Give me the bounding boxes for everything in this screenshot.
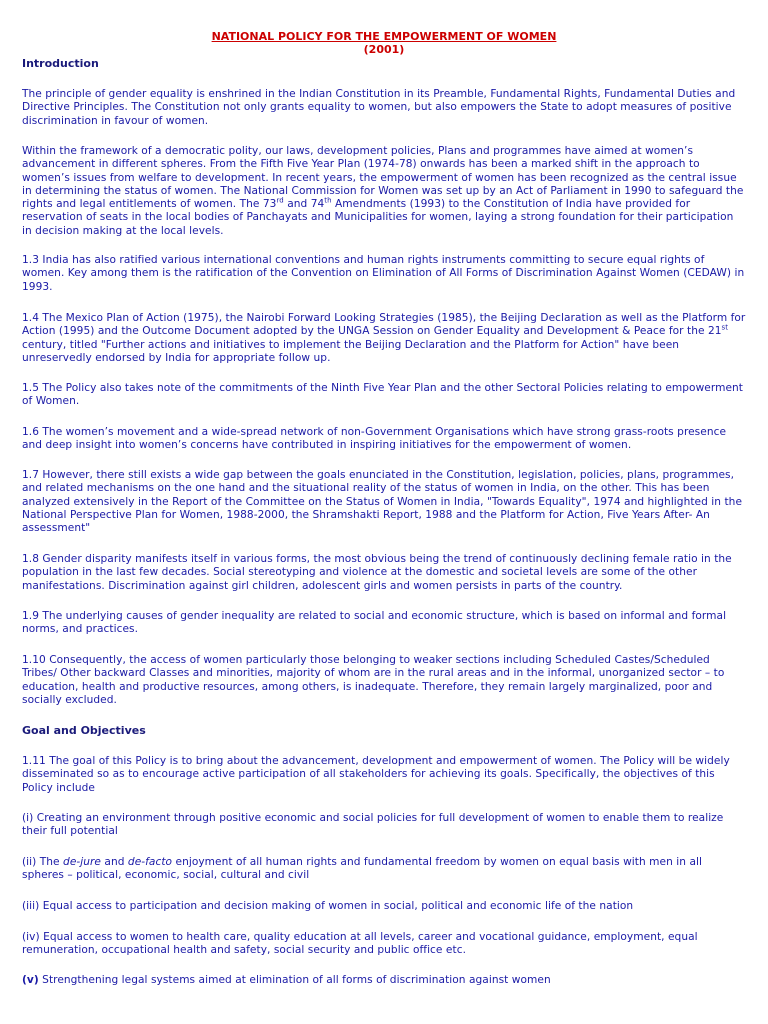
paragraph-text: 1.7 However, there still exists a wide gap between the goals enunciated in the Constitution, legislation, policies, plans, programmes, and related mechanisms on the one hand and the situational reality of the status of women in India, on the other. This has been analyzed extensively in the Report of the Committee on the Status of Women in India, "Towards Equality", 1974 and highlighted in the National Perspective Plan for Women, 1988-2000, the Shramshakti Report, 1988 and the Platform for Action, Five Years After- An assessment" <box>22 469 743 535</box>
objective-iv <box>22 931 746 958</box>
objective-iii <box>22 900 746 913</box>
text-run: and 74 <box>283 198 325 211</box>
paragraph-text <box>22 974 746 987</box>
paragraph-1-9 <box>22 610 746 637</box>
text-run: century, titled "Further actions and initiatives to implement the Beijing Declaration and the Platform for Action" have been unreservedly endorsed by India for appropriate follow up. <box>22 338 680 364</box>
text-run: and <box>101 856 128 868</box>
paragraph-2 <box>22 145 746 238</box>
paragraph-1-5 <box>22 382 746 409</box>
heading-text: Goal and Objectives <box>22 724 146 737</box>
paragraph-1-8 <box>22 553 746 593</box>
paragraph-text: 1.3 India has also ratified various international conventions and human rights instruments committing to secure equal rights of women. Key among them is the ratification of the Convention on Elimination of All Forms of Discrimination Against Women (CEDAW) in 1993. <box>22 254 745 293</box>
text-run: Within the framework of a democratic polity, our laws, development policies, Plans and programmes have aimed at women’s advancement in different spheres. From the Fifth Five Year Plan (1974-78) onwards has been a marked shift in the approach to women’s issues from welfare to development. In recent years, the empowerment of women has been recognized as the central issue in determining the status of women. The National Commission for Women was set up by an Act of Parliament in 1990 to safeguard the rights and legal entitlements of women. The 73 <box>22 145 744 211</box>
paragraph-1 <box>22 88 746 128</box>
bold-label: (v) <box>22 974 39 986</box>
paragraph-text: 1.5 The Policy also takes note of the commitments of the Ninth Five Year Plan and the other Sectoral Policies relating to empowerment of Women. <box>22 382 743 408</box>
paragraph-text: 1.6 The women’s movement and a wide-spread network of non-Government Organisations which have strong grass-roots presence and deep insight into women’s concerns have contributed in inspiring initiatives for the empowerment of women. <box>22 426 727 452</box>
paragraph-1-11 <box>22 755 746 795</box>
paragraph-1-7 <box>22 469 746 535</box>
paragraph-1-10 <box>22 654 746 707</box>
paragraph-text: The principle of gender equality is enshrined in the Indian Constitution in its Preamble, Fundamental Rights, Fundamental Duties and Directive Principles. The Constitution not only grants equality to women, but also empowers the State to adopt measures of positive discrimination in favour of women. <box>22 88 736 127</box>
objective-v <box>22 974 746 987</box>
superscript: th <box>324 196 332 205</box>
paragraph-text: (i) Creating an environment through positive economic and social policies for full development of women to enable them to realize their full potential <box>22 812 724 838</box>
title-year: (2001) <box>363 43 405 56</box>
goal-heading <box>22 724 746 737</box>
heading-text: Introduction <box>22 57 99 70</box>
paragraph-1-3 <box>22 254 746 294</box>
paragraph-text <box>22 312 746 365</box>
text-run: Amendments (1993) to the Constitution of India have provided for reservation of seats in the local bodies of Panchayats and Municipalities for women, laying a strong foundation for their participation in decision making at the local levels. <box>22 198 734 237</box>
paragraph-text: 1.9 The underlying causes of gender inequality are related to social and economic structure, which is based on informal and formal norms, and practices. <box>22 610 727 636</box>
italic-term: de-jure <box>63 856 101 868</box>
paragraph-1-6 <box>22 426 746 453</box>
superscript: st <box>721 323 729 332</box>
paragraph-text <box>22 856 746 883</box>
title-main: NATIONAL POLICY FOR THE EMPOWERMENT OF WOMEN <box>211 30 557 43</box>
paragraph-text: 1.11 The goal of this Policy is to bring about the advancement, development and empowerment of women. The Policy will be widely disseminated so as to encourage active participation of all stakeholders for achieving its goals. Specifically, the objectives of this Policy include <box>22 755 730 794</box>
italic-term: de-facto <box>127 856 173 868</box>
text-run: Strengthening legal systems aimed at elimination of all forms of discrimination against women <box>38 974 551 986</box>
paragraph-text: (iv) Equal access to women to health care, quality education at all levels, career and vocational guidance, employment, equal remuneration, occupational health and safety, social security and public office etc. <box>22 931 698 957</box>
objective-i <box>22 812 746 839</box>
paragraph-text <box>22 145 746 238</box>
text-run: (ii) The <box>22 856 64 868</box>
document-title <box>22 30 746 56</box>
paragraph-1-4 <box>22 312 746 365</box>
text-run: enjoyment of all human rights and fundamental freedom by women on equal basis with men in all spheres – political, economic, social, cultural and civil <box>22 856 703 882</box>
paragraph-text: (iii) Equal access to participation and decision making of women in social, political and economic life of the nation <box>22 900 634 912</box>
introduction-heading <box>22 57 746 70</box>
text-run: 1.4 The Mexico Plan of Action (1975), the Nairobi Forward Looking Strategies (1985), the Beijing Declaration as well as the Platform for Action (1995) and the Outcome Document adopted by the UNGA Session on Gender Equality and Development & Peace for the 21 <box>22 312 746 338</box>
paragraph-text: 1.8 Gender disparity manifests itself in various forms, the most obvious being the trend of continuously declining female ratio in the population in the last few decades. Social stereotyping and violence at the domestic and societal levels are some of the other manifestations. Discrimination against girl children, adolescent girls and women persists in parts of the country. <box>22 553 732 592</box>
superscript: rd <box>276 196 284 205</box>
paragraph-text: 1.10 Consequently, the access of women particularly those belonging to weaker sections including Scheduled Castes/Scheduled Tribes/ Other backward Classes and minorities, majority of whom are in the rural areas and in the informal, unorganized sector – to education, health and productive resources, among others, is inadequate. Therefore, they remain largely marginalized, poor and socially excluded. <box>22 654 725 706</box>
objective-ii <box>22 856 746 883</box>
